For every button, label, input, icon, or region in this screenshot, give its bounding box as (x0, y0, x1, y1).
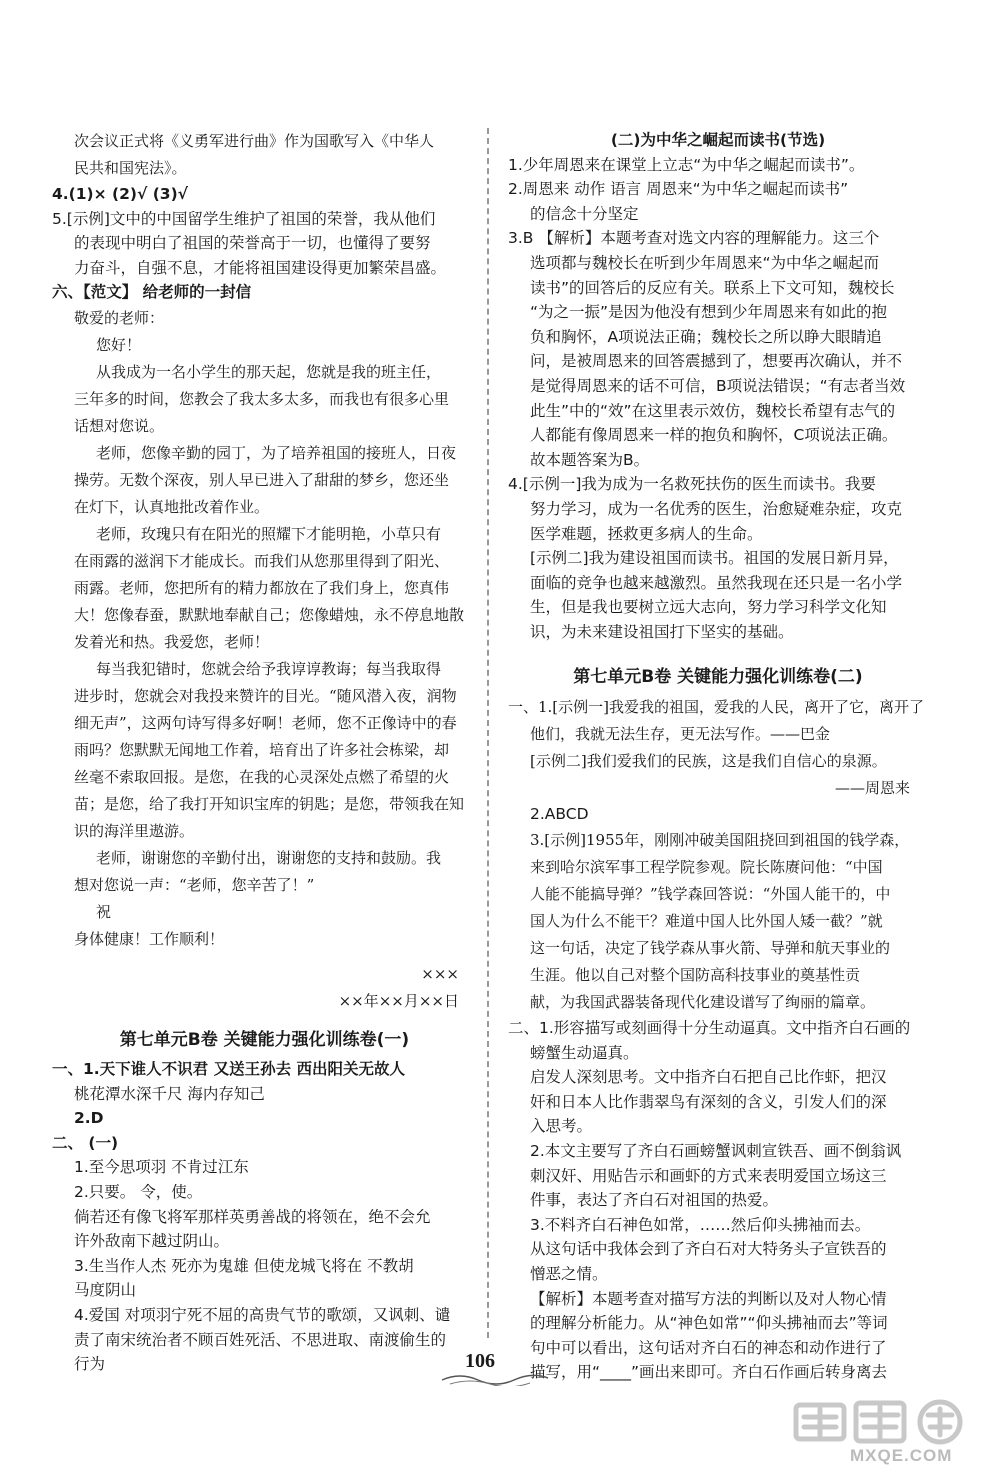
text-line: 3.生当作人杰 死亦为鬼雄 但使龙城飞将在 不教胡 (74, 1256, 414, 1275)
right-column (508, 128, 928, 1385)
text-line: 憎恶之情。 (530, 1265, 608, 1283)
page-number-ornament (440, 1372, 550, 1386)
text-line: 的表现中明白了祖国的荣誉高于一切，也懂得了要努 (74, 234, 431, 253)
text-line: 行为 (74, 1355, 106, 1374)
text-line: “为之一振”是因为他没有想到少年周恩来有如此的抱 (530, 303, 888, 322)
text-line: 识，为未来建设祖国打下坚实的基础。 (530, 622, 794, 641)
text-line: 细无声”，这两句诗写得多好啊！老师，您不正像诗中的春 (74, 713, 457, 732)
text-line: 选项都与魏校长在听到少年周恩来“为中华之崛起而 (530, 253, 880, 272)
text-line: 在灯下，认真地批改着作业。 (74, 497, 270, 516)
text-line: 老师，谢谢您的辛勤付出，谢谢您的支持和鼓励。我 (96, 848, 442, 867)
section-heading: 第七单元B卷 关键能力强化训练卷(一) (119, 1029, 410, 1050)
text-line: 雨吗？您默默无闻地工作着，培育出了许多社会栋梁，却 (74, 740, 450, 759)
text-line: 启发人深刻思考。文中指齐白石把自己比作虾，把汉 (530, 1068, 887, 1087)
text-line: 句中可以看出，这句话对齐白石的神态和动作进行了 (530, 1338, 887, 1357)
spacer (52, 1015, 477, 1023)
text-line: 2.D (74, 1109, 104, 1128)
text-line: 倘若还有像飞将军那样英勇善战的将领在，绝不会允 (74, 1207, 431, 1226)
text-line: 他们，我就无法生存，更无法写作。——巴金 (530, 725, 831, 744)
text-line: 老师，玫瑰只有在阳光的照耀下才能明艳，小草只有 (96, 524, 442, 543)
text-line: 问，是被周恩来的回答震撼到了，想要再次确认，并不 (530, 352, 903, 371)
text-line: 努力学习，成为一名优秀的医生，治愈疑难杂症，攻克 (530, 499, 903, 518)
text-line: [示例二]我们爱我们的民族，这是我们自信心的泉源。 (530, 752, 887, 771)
text-line: 3.B 【解析】本题考查对选文内容的理解能力。这三个 (508, 229, 880, 248)
text-line: 进步时，您就会对我投来赞许的目光。“随风潜入夜，润物 (74, 686, 457, 705)
column-divider (487, 128, 489, 1338)
text-line: 医学难题，拯救更多病人的生命。 (530, 524, 763, 543)
text-line: 话想对您说。 (74, 416, 165, 435)
text-line: 在雨露的滋润下才能成长。而我们从您那里得到了阳光、 (74, 551, 450, 570)
text-line: 三年多的时间，您教会了我太多太多，而我也有很多心里 (74, 389, 450, 408)
text-line: 从这句话中我体会到了齐白石对大特务头子宣铁吾的 (530, 1240, 887, 1259)
text-line: 桃花潭水深千尺 海内存知己 (74, 1084, 265, 1103)
text-line: 件事，表达了齐白石对祖国的热爱。 (530, 1191, 779, 1210)
text-line: 的理解分析能力。从“神色如常”“仰头拂袖而去”等词 (530, 1314, 888, 1333)
spacer (508, 644, 928, 652)
watermark-logo (790, 1395, 980, 1451)
text-line: 2.本文主要写了齐白石画螃蟹讽刺宣铁吾、画不倒翁讽 (530, 1142, 902, 1161)
left-column (52, 128, 477, 1377)
text-line: 5.[示例]文中的中国留学生维护了祖国的荣誉，我从他们 (52, 209, 436, 228)
page-number: 106 (465, 1350, 495, 1372)
text-line: 生涯。他以自己对整个国防高科技事业的奠基性贡 (530, 966, 861, 985)
text-line: 1.至今思项羽 不肯过江东 (74, 1158, 249, 1177)
text-line: 民共和国宪法》。 (74, 159, 187, 177)
text-line: 此生”中的“效”在这里表示效仿，魏校长希望有志气的 (530, 401, 896, 420)
text-line: 力奋斗，自强不息，才能将祖国建设得更加繁荣昌盛。 (74, 258, 447, 277)
text-line: 国人为什么不能干？难道中国人比外国人矮一截？”就 (530, 912, 883, 931)
text-line: 故本题答案为B。 (530, 450, 650, 469)
text-line: 一、1.天下谁人不识君 又送王孙去 西出阳关无故人 (52, 1059, 405, 1078)
text-line: 奸和日本人比作翡翠鸟有深刻的含义，引发人们的深 (530, 1092, 887, 1111)
text-line: 是觉得周恩来的话不可信，B项说法错误；“有志者当效 (530, 376, 906, 395)
spacer (508, 652, 928, 660)
text-line: 大！您像春蚕，默默地奉献自己；您像蜡烛，永不停息地散 (74, 605, 465, 624)
text-line: 身体健康！工作顺利！ (74, 929, 225, 948)
text-line: 生，但是我也要树立远大志向，努力学习科学文化知 (530, 598, 887, 617)
text-line: 读书”的回答后的反应有关。联系上下文可知，魏校长 (530, 278, 895, 297)
text-line: 面临的竞争也越来越激烈。虽然我现在还只是一名小学 (530, 573, 903, 592)
text-line: 1.少年周恩来在课堂上立志“为中华之崛起而读书”。 (508, 155, 865, 174)
text-line: 操劳。无数个深夜，别人早已进入了甜甜的梦乡，您还坐 (74, 470, 450, 489)
text-line: 许外敌南下越过阴山。 (74, 1232, 230, 1251)
text-line: 马度阴山 (74, 1281, 137, 1300)
text-line: 4.(1)× (2)√ (3)√ (52, 185, 188, 203)
text-line: 3.不料齐白石神色如常，……然后仰头拂袖而去。 (530, 1215, 871, 1234)
text-line: 苗；是您，给了我打开知识宝库的钥匙；是您，带领我在知 (74, 794, 465, 813)
text-line: 您好！ (96, 335, 142, 354)
text-line: 3.[示例]1955年，刚刚冲破美国阻挠回到祖国的钱学森， (530, 831, 910, 850)
text-line: 负和胸怀，A项说法正确；魏校长之所以睁大眼睛追 (530, 327, 882, 346)
text-line: 二、 (一) (52, 1133, 119, 1152)
text-line: 二、1.形容描写或刻画得十分生动逼真。文中指齐白石画的 (508, 1019, 911, 1038)
text-line: 责了南宋统治者不顾百姓死活、不思进取、南渡偷生的 (74, 1330, 447, 1349)
text-line: 4.爱国 对项羽宁死不屈的高贵气节的歌颂，又讽刺、谴 (74, 1305, 451, 1324)
text-line: 刺汉奸、用贴告示和画虾的方式来表明爱国立场这三 (530, 1166, 887, 1185)
text-line: 发着光和热。我爱您，老师！ (74, 632, 270, 651)
text-line: 人都能有像周恩来一样的抱负和胸怀，C项说法正确。 (530, 426, 898, 445)
text-line: 识的海洋里遨游。 (74, 821, 195, 840)
text-line: 入思考。 (530, 1117, 593, 1136)
text-line: 祝 (96, 902, 112, 921)
text-line: 2.ABCD (530, 805, 589, 824)
text-line: 六、【范文】 给老师的一封信 (52, 283, 252, 302)
section-heading: 第七单元B卷 关键能力强化训练卷(二) (573, 667, 863, 688)
text-line: 描写，用“____”画出来即可。齐白石作画后转身离去 (530, 1363, 888, 1382)
text-line: 雨露。老师，您把所有的精力都放在了我们身上，您真伟 (74, 578, 450, 597)
text-line: 献，为我国武器装备现代化建设谱写了绚丽的篇章。 (530, 993, 876, 1012)
text-line: 螃蟹生动逼真。 (530, 1043, 639, 1062)
watermark-site: MXQE.COM (850, 1446, 953, 1465)
text-line: 从我成为一名小学生的那天起，您就是我的班主任， (96, 362, 442, 381)
text-line: (二)为中华之崛起而读书(节选) (610, 131, 826, 149)
text-line: 想对您说一声：“老师，您辛苦了！” (74, 875, 315, 894)
text-line: 【解析】本题考查对描写方法的判断以及对人物心情 (530, 1289, 887, 1308)
text-line: ——周恩来 (834, 779, 910, 798)
text-line: 每当我犯错时，您就会给予我谆谆教诲；每当我取得 (96, 659, 442, 678)
text-line: 4.[示例一]我为成为一名救死扶伤的医生而读书。我要 (508, 475, 876, 494)
spacer (52, 953, 477, 961)
text-line: 敬爱的老师： (74, 308, 165, 327)
text-line: [示例二]我为建设祖国而读书。祖国的发展日新月异， (530, 549, 899, 568)
text-line: 一、1.[示例一]我爱我的祖国，爱我的人民，离开了它，离开了 (508, 698, 925, 717)
text-line: 来到哈尔滨军事工程学院参观。院长陈赓问他：“中国 (530, 858, 883, 877)
text-line: 丝毫不索取回报。是您，在我的心灵深处点燃了希望的火 (74, 767, 450, 786)
text-line: 2.只要。 令，使。 (74, 1182, 203, 1201)
text-line: 2.周恩来 动作 语言 周恩来“为中华之崛起而读书” (508, 180, 849, 199)
text-line: 的信念十分坚定 (530, 204, 639, 223)
text-line: ××年××月××日 (338, 991, 459, 1010)
text-line: 次会议正式将《义勇军进行曲》作为国歌写入《中华人 (74, 132, 435, 150)
text-line: 人能不能搞导弹？”钱学森回答说：“外国人能干的，中 (530, 885, 891, 904)
text-line: 这一句话，决定了钱学森从事火箭、导弹和航天事业的 (530, 939, 891, 958)
text-line: 老师，您像辛勤的园丁，为了培养祖国的接班人，日夜 (96, 443, 457, 462)
text-line: ××× (421, 964, 459, 983)
